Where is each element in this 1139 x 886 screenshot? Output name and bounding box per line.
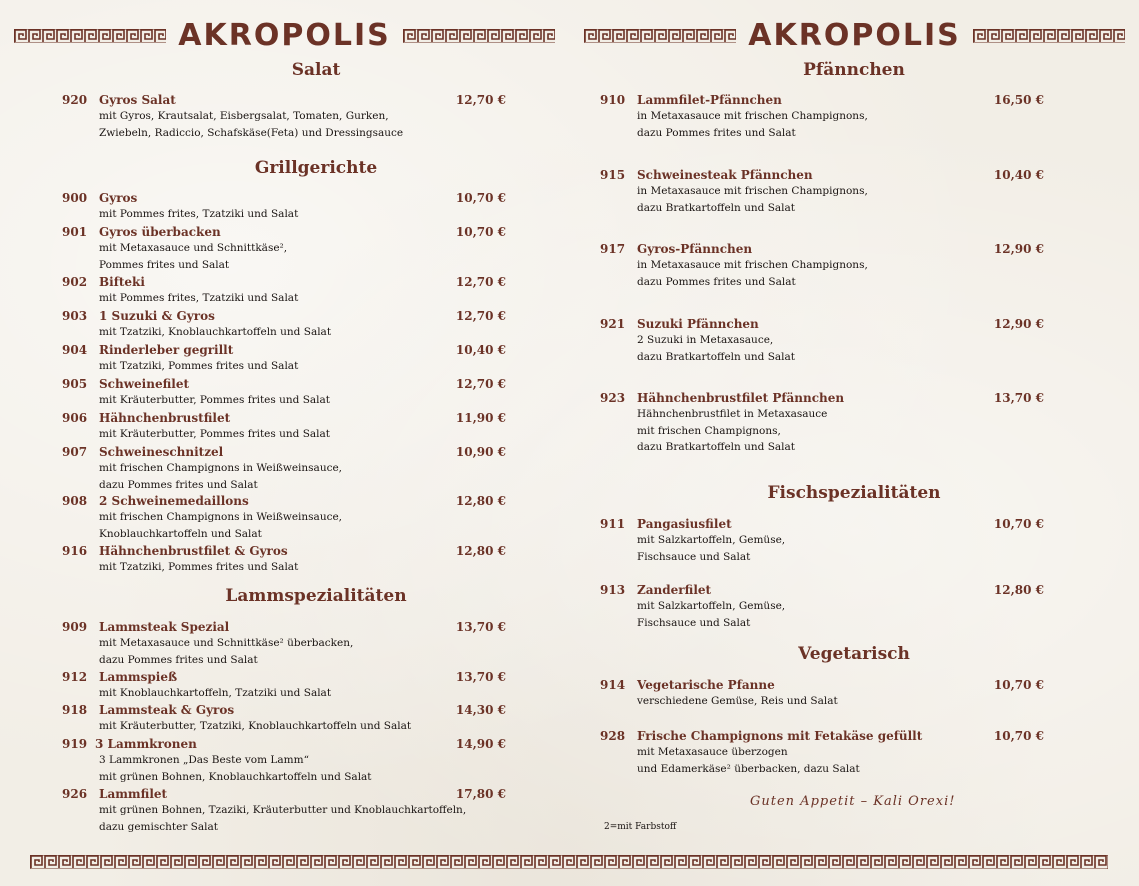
- menu-item: [600, 390, 1045, 456]
- item-name: Rinderleber gegrillt: [99, 343, 234, 357]
- item-description: [99, 392, 330, 409]
- item-description: [99, 802, 466, 835]
- greek-key-border: [584, 29, 736, 43]
- item-description: [99, 460, 342, 493]
- item-description-line: dazu Pommes frites und Salat: [99, 478, 258, 491]
- footnote: 2=mit Farbstoff: [604, 822, 677, 832]
- item-number: 914: [600, 678, 626, 692]
- item-description-line: mit Tzatziki, Pommes frites und Salat: [99, 561, 299, 573]
- item-number: 916: [62, 544, 88, 558]
- item-price: 10,40 €: [993, 168, 1044, 182]
- item-description: [637, 183, 868, 216]
- item-description-line: 3 Lammkronen „Das Beste vom Lamm“: [99, 754, 309, 766]
- item-description-line: Pommes frites und Salat: [99, 258, 230, 271]
- item-description: [637, 532, 785, 565]
- item-name: Schweinefilet: [99, 377, 190, 391]
- item-description: [99, 635, 353, 668]
- menu-item: [600, 677, 1045, 710]
- header-left: [14, 14, 555, 58]
- menu-item: [62, 342, 507, 375]
- menu-item: [600, 167, 1045, 216]
- item-name: Schweineschnitzel: [99, 445, 224, 459]
- header-right: [584, 14, 1125, 58]
- item-number: 902: [62, 275, 88, 289]
- item-description: [637, 693, 838, 710]
- menu-item: [62, 308, 507, 341]
- item-description-line: 2 Suzuki in Metaxasauce,: [637, 334, 774, 346]
- item-description-line: mit Knoblauchkartoffeln, Tzatziki und Salat: [99, 687, 332, 699]
- item-price: 13,70 €: [993, 391, 1044, 405]
- item-price: 12,70 €: [455, 309, 506, 323]
- item-price: 12,70 €: [455, 93, 506, 107]
- item-number: 906: [62, 411, 88, 425]
- section-title-vegetarisch: Vegetarisch: [798, 644, 910, 664]
- item-price: 13,70 €: [455, 620, 506, 634]
- greek-key-footer-border: [30, 855, 1108, 869]
- item-description-line: Zwiebeln, Radiccio, Schafskäse(Feta) und Dressingsauce: [99, 126, 404, 139]
- item-description: [99, 290, 298, 307]
- item-name: Bifteki: [99, 275, 145, 289]
- item-name: 2 Schweinemedaillons: [99, 494, 249, 508]
- item-price: 12,70 €: [455, 275, 506, 289]
- item-description-line: mit Tzatziki, Pommes frites und Salat: [99, 360, 299, 372]
- menu-item: [62, 444, 507, 493]
- menu-item: [62, 786, 507, 835]
- item-description-line: mit Kräuterbutter, Pommes frites und Salat: [99, 428, 330, 440]
- menu-item: [600, 516, 1045, 565]
- item-description: [99, 685, 331, 702]
- item-description-line: mit Kräuterbutter, Pommes frites und Salat: [99, 394, 330, 406]
- menu-item: [600, 582, 1045, 631]
- section-title-lammspezialitaeten: Lammspezialitäten: [225, 586, 407, 606]
- item-number: 921: [600, 317, 626, 331]
- item-description-line: mit Metaxasauce und Schnittkäse² überbacken,: [99, 637, 354, 649]
- item-number: 920: [62, 93, 88, 107]
- item-description-line: verschiedene Gemüse, Reis und Salat: [637, 695, 838, 707]
- item-description-line: mit grünen Bohnen, Tzaziki, Kräuterbutter und Knoblauchkartoffeln,: [99, 804, 467, 816]
- item-name: Schweinesteak Pfännchen: [637, 168, 813, 182]
- menu-item: [600, 316, 1045, 365]
- item-number: 918: [62, 703, 88, 717]
- section-title-salat: Salat: [291, 60, 341, 80]
- item-number: 909: [62, 620, 88, 634]
- item-price: 11,90 €: [455, 411, 506, 425]
- item-name: Suzuki Pfännchen: [637, 317, 759, 331]
- item-description-line: dazu Pommes frites und Salat: [99, 653, 258, 666]
- item-description: [637, 406, 827, 456]
- item-price: 10,90 €: [455, 445, 506, 459]
- item-description-line: mit Gyros, Krautsalat, Eisbergsalat, Tomaten, Gurken,: [99, 110, 389, 122]
- item-price: 12,80 €: [455, 494, 506, 508]
- item-number: 917: [600, 242, 626, 256]
- menu-item: [62, 274, 507, 307]
- item-price: 12,70 €: [455, 377, 506, 391]
- item-description-line: mit Tzatziki, Knoblauchkartoffeln und Salat: [99, 326, 332, 338]
- item-description-line: mit Salzkartoffeln, Gemüse,: [637, 600, 786, 612]
- item-number: 919: [62, 737, 88, 751]
- menu-item: [62, 619, 507, 668]
- section-title-pfaennchen: Pfännchen: [803, 60, 905, 80]
- item-number: 903: [62, 309, 88, 323]
- item-name: 3 Lammkronen: [95, 737, 197, 751]
- menu-item: [62, 376, 507, 409]
- item-number: 910: [600, 93, 626, 107]
- item-name: Gyros Salat: [99, 93, 176, 107]
- item-price: 14,90 €: [455, 737, 506, 751]
- item-name: Hähnchenbrustfilet: [99, 411, 231, 425]
- item-description-line: in Metaxasauce mit frischen Champignons,: [637, 259, 868, 271]
- item-price: 10,40 €: [455, 343, 506, 357]
- item-name: Gyros: [99, 191, 138, 205]
- item-description-line: dazu Bratkartoffeln und Salat: [637, 441, 796, 453]
- item-name: 1 Suzuki & Gyros: [99, 309, 215, 323]
- item-description-line: Hähnchenbrustfilet in Metaxasauce: [637, 408, 828, 420]
- item-description-line: Knoblauchkartoffeln und Salat: [99, 527, 262, 540]
- item-description-line: mit frischen Champignons,: [637, 424, 781, 437]
- item-price: 10,70 €: [993, 517, 1044, 531]
- item-description-line: Fischsauce und Salat: [637, 550, 751, 563]
- item-description: [99, 240, 287, 273]
- item-number: 904: [62, 343, 88, 357]
- menu-item: [62, 190, 507, 223]
- item-description: [99, 108, 403, 141]
- item-price: 10,70 €: [455, 191, 506, 205]
- item-name: Hähnchenbrustfilet Pfännchen: [637, 391, 845, 405]
- item-name: Lammfilet: [99, 787, 168, 801]
- item-number: 907: [62, 445, 88, 459]
- item-number: 913: [600, 583, 626, 597]
- item-description: [637, 744, 860, 777]
- menu-item: [62, 410, 507, 443]
- item-number: 908: [62, 494, 88, 508]
- item-description-line: mit Salzkartoffeln, Gemüse,: [637, 534, 786, 546]
- item-name: Gyros-Pfännchen: [637, 242, 753, 256]
- item-name: Vegetarische Pfanne: [637, 678, 775, 692]
- greek-key-border: [973, 29, 1125, 43]
- item-description: [637, 332, 795, 365]
- item-name: Frische Champignons mit Fetakäse gefüllt: [637, 729, 923, 743]
- item-description-line: dazu gemischter Salat: [99, 820, 218, 833]
- item-description-line: und Edamerkäse² überbacken, dazu Salat: [637, 762, 860, 775]
- item-number: 905: [62, 377, 88, 391]
- menu-item: [600, 728, 1045, 777]
- item-description-line: mit Pommes frites, Tzatziki und Salat: [99, 208, 299, 220]
- item-name: Lammsteak & Gyros: [99, 703, 235, 717]
- item-description-line: mit Metaxasauce überzogen: [637, 746, 788, 758]
- item-description-line: in Metaxasauce mit frischen Champignons,: [637, 110, 868, 122]
- item-price: 12,90 €: [993, 242, 1044, 256]
- item-description: [637, 257, 868, 290]
- item-description: [99, 718, 411, 735]
- item-price: 13,70 €: [455, 670, 506, 684]
- greek-key-border: [403, 29, 555, 43]
- menu-item: [600, 241, 1045, 290]
- item-description-line: mit Kräuterbutter, Tzatziki, Knoblauchkartoffeln und Salat: [99, 720, 412, 732]
- item-number: 923: [600, 391, 626, 405]
- item-number: 928: [600, 729, 626, 743]
- item-description-line: dazu Pommes frites und Salat: [637, 126, 796, 139]
- greek-key-border: [14, 29, 166, 43]
- item-description: [99, 206, 298, 223]
- item-price: 14,30 €: [455, 703, 506, 717]
- menu-item: [62, 543, 507, 576]
- item-price: 12,90 €: [993, 317, 1044, 331]
- item-description: [637, 108, 868, 141]
- restaurant-title: AKROPOLIS: [748, 18, 961, 53]
- item-number: 901: [62, 225, 88, 239]
- item-description-line: dazu Bratkartoffeln und Salat: [637, 350, 796, 363]
- item-description-line: dazu Bratkartoffeln und Salat: [637, 201, 796, 214]
- menu-item: [62, 736, 507, 785]
- item-price: 16,50 €: [993, 93, 1044, 107]
- section-title-grillgerichte: Grillgerichte: [254, 158, 378, 178]
- item-description-line: mit frischen Champignons in Weißweinsauce,: [99, 511, 343, 523]
- item-description: [99, 752, 372, 785]
- menu-item: [62, 92, 507, 141]
- item-description: [99, 324, 331, 341]
- item-name: Lammsteak Spezial: [99, 620, 230, 634]
- item-name: Gyros überbacken: [99, 225, 221, 239]
- item-price: 10,70 €: [993, 678, 1044, 692]
- section-title-fischspezialitaeten: Fischspezialitäten: [767, 483, 941, 503]
- item-description: [99, 509, 342, 542]
- menu-item: [62, 493, 507, 542]
- item-description-line: in Metaxasauce mit frischen Champignons,: [637, 185, 868, 197]
- item-price: 10,70 €: [993, 729, 1044, 743]
- item-description-line: mit Metaxasauce und Schnittkäse²,: [99, 242, 288, 254]
- menu-item: [62, 224, 507, 273]
- item-price: 10,70 €: [455, 225, 506, 239]
- item-description-line: mit grünen Bohnen, Knoblauchkartoffeln und Salat: [99, 770, 372, 783]
- item-name: Zanderfilet: [637, 583, 712, 597]
- item-description-line: mit frischen Champignons in Weißweinsauce,: [99, 462, 343, 474]
- closing-greeting: Guten Appetit – Kali Orexi!: [750, 794, 956, 809]
- item-number: 912: [62, 670, 88, 684]
- item-number: 926: [62, 787, 88, 801]
- item-description-line: Fischsauce und Salat: [637, 616, 751, 629]
- item-description: [99, 426, 330, 443]
- restaurant-title: AKROPOLIS: [178, 18, 391, 53]
- item-name: Lammfilet-Pfännchen: [637, 93, 782, 107]
- item-description-line: dazu Pommes frites und Salat: [637, 275, 796, 288]
- menu-item: [600, 92, 1045, 141]
- menu-item: [62, 669, 507, 702]
- item-number: 915: [600, 168, 626, 182]
- item-name: Hähnchenbrustfilet & Gyros: [99, 544, 288, 558]
- item-name: Pangasiusfilet: [637, 517, 732, 531]
- item-name: Lammspieß: [99, 670, 178, 684]
- item-description: [99, 559, 298, 576]
- item-price: 12,80 €: [993, 583, 1044, 597]
- item-number: 911: [600, 517, 626, 531]
- menu-item: [62, 702, 507, 735]
- item-description: [99, 358, 298, 375]
- item-description-line: mit Pommes frites, Tzatziki und Salat: [99, 292, 299, 304]
- item-description: [637, 598, 785, 631]
- item-price: 17,80 €: [455, 787, 506, 801]
- item-price: 12,80 €: [455, 544, 506, 558]
- item-number: 900: [62, 191, 88, 205]
